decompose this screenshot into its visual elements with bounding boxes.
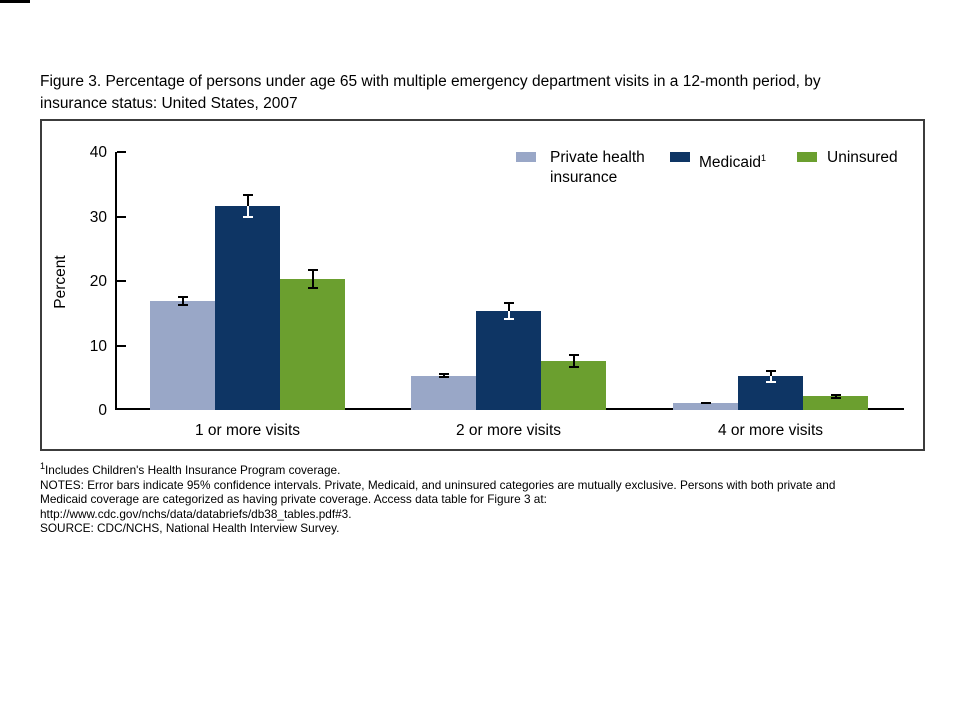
error-bar-cap-bottom xyxy=(308,287,318,289)
y-tick-label: 10 xyxy=(89,337,107,355)
bar-medicaid xyxy=(215,206,280,410)
bar-medicaid xyxy=(476,311,541,410)
y-tick xyxy=(117,151,126,153)
chart-area xyxy=(40,119,925,451)
error-bar-cap-bottom xyxy=(766,381,776,383)
footnote-source: SOURCE: CDC/NCHS, National Health Interview Survey. xyxy=(40,521,340,536)
y-tick-label: 0 xyxy=(98,402,107,419)
y-tick-label: 30 xyxy=(89,208,107,226)
legend-label-private-line1: Private health xyxy=(550,149,645,166)
y-tick xyxy=(117,280,126,282)
legend-label-private-line2: insurance xyxy=(550,169,618,186)
error-bar-cap-top xyxy=(504,302,514,304)
error-bar-cap-top xyxy=(569,354,579,356)
y-tick-label: 20 xyxy=(89,273,107,290)
bar-uninsured xyxy=(280,279,345,410)
error-bar-cap-bottom xyxy=(178,304,188,306)
footnote-notes-line1: NOTES: Error bars indicate 95% confidence intervals. Private, Medicaid, and uninsured categories are mutually exclusive. Persons with both private and xyxy=(40,477,836,492)
footnote-marker: 1 xyxy=(40,461,46,471)
legend-swatch-medicaid xyxy=(670,152,690,162)
legend-swatch-private xyxy=(516,152,536,162)
error-bar-cap-top xyxy=(178,296,188,298)
error-bar-cap-bottom xyxy=(831,397,841,399)
screen-edge-artifact xyxy=(0,0,30,3)
bar-private-health-insurance xyxy=(150,301,215,410)
footnote-chip-text: Includes Children's Health Insurance Program coverage. xyxy=(45,462,341,477)
error-bar-cap-top xyxy=(308,269,318,271)
error-bar-cap-bottom xyxy=(243,216,253,218)
legend-swatch-uninsured xyxy=(797,152,817,162)
error-bar-cap-bottom xyxy=(701,402,711,404)
error-bar-cap-bottom xyxy=(504,318,514,320)
footnote-chip xyxy=(40,459,930,478)
error-bar-cap-top xyxy=(243,194,253,196)
legend-label-medicaid-text: Medicaid xyxy=(699,154,762,172)
figure-title-line2: insurance status: United States, 2007 xyxy=(40,95,298,112)
figure-title xyxy=(40,71,925,115)
legend-label-uninsured-text: Uninsured xyxy=(827,149,898,166)
footnote-url: http://www.cdc.gov/nchs/data/databriefs/db38_tables.pdf#3. xyxy=(40,506,352,521)
plot-region xyxy=(42,121,923,449)
y-tick xyxy=(117,216,126,218)
footnotes xyxy=(40,459,930,536)
bar-private-health-insurance xyxy=(411,376,476,410)
legend-label-uninsured xyxy=(827,148,898,168)
legend-label-private xyxy=(550,148,645,188)
bar-uninsured xyxy=(541,361,606,410)
error-bar-cap-bottom xyxy=(439,376,449,378)
x-category-label: 2 or more visits xyxy=(455,422,562,439)
legend-label-medicaid xyxy=(699,148,766,173)
footnote-notes-line2: Medicaid coverage are categorized as having private coverage. Access data table for Figure 3 at: xyxy=(40,492,547,507)
error-bar-cap-bottom xyxy=(569,366,579,368)
legend-medicaid-footnote-marker: 1 xyxy=(761,153,767,163)
y-axis-title: Percent xyxy=(52,255,69,309)
x-category-label: 1 or more visits xyxy=(194,422,301,439)
y-tick xyxy=(117,345,126,347)
x-category-label: 4 or more visits xyxy=(717,422,824,439)
y-tick-label: 40 xyxy=(89,144,107,161)
error-bar-cap-top xyxy=(766,370,776,372)
figure-title-line1: Figure 3. Percentage of persons under age 65 with multiple emergency department visits in a 12-month period, by xyxy=(40,73,821,90)
